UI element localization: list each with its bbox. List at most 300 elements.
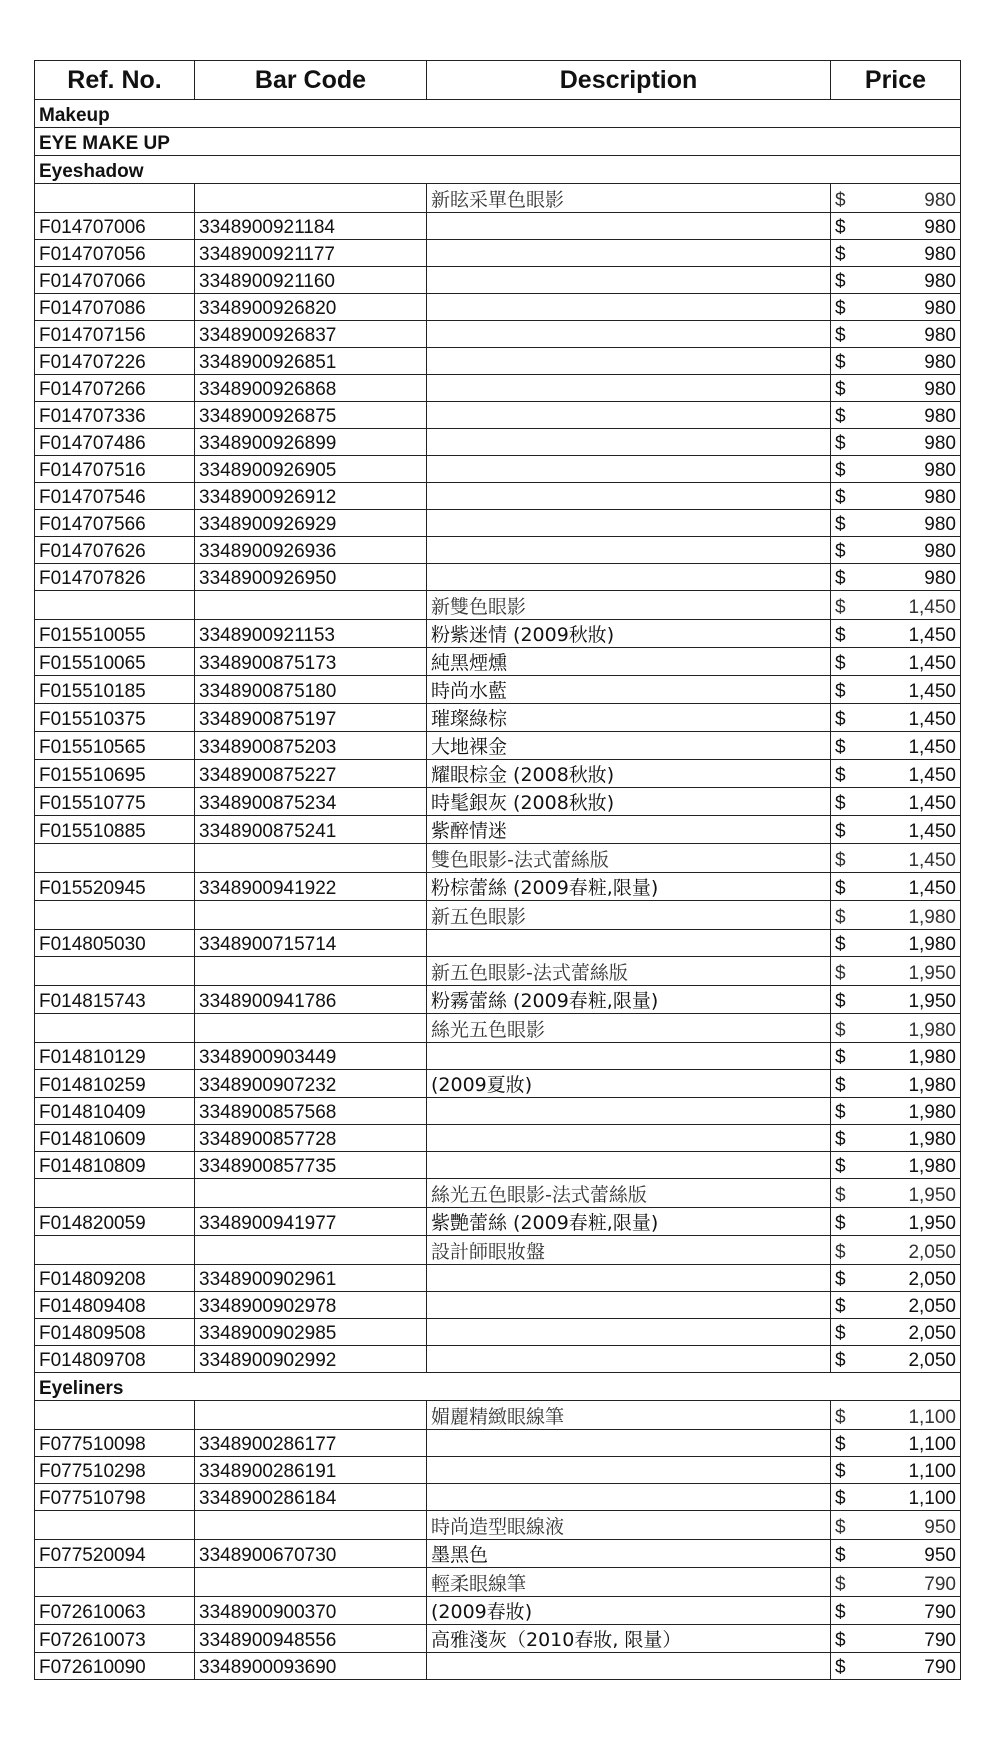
table-row (35, 1653, 961, 1680)
currency-symbol: $ (835, 653, 846, 674)
table-row (35, 267, 961, 294)
price-cell (831, 1568, 961, 1597)
description-cell (427, 294, 831, 321)
barcode-cell: 3348900875241 (195, 816, 427, 844)
price-amount: 980 (924, 487, 956, 508)
table-row (35, 213, 961, 240)
currency-symbol: $ (835, 1185, 846, 1206)
table-row (35, 375, 961, 402)
header-row (35, 61, 961, 100)
price-amount: 790 (924, 1602, 956, 1623)
description-cell (427, 1125, 831, 1152)
product-group-row (35, 957, 961, 986)
ref-cell (35, 1179, 195, 1208)
price-cell (831, 648, 961, 676)
barcode-cell: 3348900093690 (195, 1653, 427, 1680)
category-label: Eyeshadow (35, 156, 961, 184)
barcode-cell: 3348900921153 (195, 620, 427, 648)
table-row (35, 788, 961, 816)
table-row (35, 676, 961, 704)
barcode-cell: 3348900875234 (195, 788, 427, 816)
table-row (35, 1292, 961, 1319)
price-cell (831, 788, 961, 816)
table-row (35, 1265, 961, 1292)
price-cell (831, 844, 961, 873)
price-cell (831, 704, 961, 732)
table-row (35, 704, 961, 732)
barcode-cell: 3348900926912 (195, 483, 427, 510)
description-cell (427, 1346, 831, 1373)
currency-symbol: $ (835, 1269, 846, 1290)
barcode-cell: 3348900907232 (195, 1070, 427, 1098)
barcode-cell: 3348900903449 (195, 1043, 427, 1070)
price-amount: 1,450 (908, 681, 956, 702)
price-cell (831, 591, 961, 620)
price-cell (831, 760, 961, 788)
description-cell: 時尚水藍 (427, 676, 831, 704)
barcode-cell: 3348900926868 (195, 375, 427, 402)
ref-cell: F014707486 (35, 429, 195, 456)
barcode-cell: 3348900921177 (195, 240, 427, 267)
price-amount: 1,980 (908, 1156, 956, 1177)
price-cell (831, 816, 961, 844)
barcode-cell: 3348900921184 (195, 213, 427, 240)
category-label: EYE MAKE UP (35, 128, 961, 156)
description-cell: 新五色眼影 (427, 901, 831, 930)
price-cell (831, 1319, 961, 1346)
description-cell: 純黑煙燻 (427, 648, 831, 676)
barcode-cell: 3348900900370 (195, 1597, 427, 1625)
price-amount: 1,100 (908, 1434, 956, 1455)
ref-cell (35, 184, 195, 213)
category-row (35, 100, 961, 128)
currency-symbol: $ (835, 1323, 846, 1344)
product-group-row (35, 901, 961, 930)
price-cell (831, 294, 961, 321)
description-cell (427, 1319, 831, 1346)
price-amount: 980 (924, 190, 956, 211)
table-row (35, 986, 961, 1014)
table-row (35, 429, 961, 456)
barcode-cell: 3348900926851 (195, 348, 427, 375)
ref-cell (35, 1511, 195, 1540)
barcode-cell: 3348900941977 (195, 1208, 427, 1236)
currency-symbol: $ (835, 681, 846, 702)
price-amount: 980 (924, 514, 956, 535)
table-row (35, 732, 961, 760)
price-cell (831, 986, 961, 1014)
description-cell: (2009春妝) (427, 1597, 831, 1625)
price-cell (831, 429, 961, 456)
currency-symbol: $ (835, 433, 846, 454)
price-amount: 980 (924, 433, 956, 454)
price-list-table (34, 60, 961, 1680)
description-cell (427, 930, 831, 957)
barcode-cell (195, 591, 427, 620)
price-column-header: Price (831, 61, 961, 100)
ref-cell: F077520094 (35, 1540, 195, 1568)
table-row (35, 1043, 961, 1070)
price-cell (831, 1430, 961, 1457)
price-amount: 1,450 (908, 765, 956, 786)
description-cell: 絲光五色眼影 (427, 1014, 831, 1043)
table-row (35, 402, 961, 429)
product-group-row (35, 1568, 961, 1597)
price-cell (831, 537, 961, 564)
ref-cell: F015520945 (35, 873, 195, 901)
ref-cell: F015510065 (35, 648, 195, 676)
price-amount: 2,050 (908, 1323, 956, 1344)
barcode-cell (195, 1179, 427, 1208)
price-amount: 1,980 (908, 1129, 956, 1150)
barcode-cell: 3348900948556 (195, 1625, 427, 1653)
currency-symbol: $ (835, 793, 846, 814)
currency-symbol: $ (835, 1602, 846, 1623)
product-group-row (35, 844, 961, 873)
description-cell (427, 1430, 831, 1457)
description-column-header: Description (427, 61, 831, 100)
price-amount: 1,450 (908, 709, 956, 730)
table-row (35, 1430, 961, 1457)
barcode-cell: 3348900670730 (195, 1540, 427, 1568)
description-cell: 新眩采單色眼影 (427, 184, 831, 213)
ref-cell: F014707226 (35, 348, 195, 375)
price-cell (831, 1125, 961, 1152)
description-cell: 粉紫迷情 (2009秋妝) (427, 620, 831, 648)
table-row (35, 760, 961, 788)
price-amount: 980 (924, 406, 956, 427)
table-row (35, 1070, 961, 1098)
ref-cell: F014707336 (35, 402, 195, 429)
ref-cell: F077510798 (35, 1484, 195, 1511)
table-row (35, 1457, 961, 1484)
barcode-cell: 3348900857568 (195, 1098, 427, 1125)
description-cell (427, 375, 831, 402)
currency-symbol: $ (835, 1630, 846, 1651)
table-row (35, 348, 961, 375)
product-group-row (35, 1401, 961, 1430)
price-amount: 980 (924, 325, 956, 346)
description-cell: 墨黑色 (427, 1540, 831, 1568)
barcode-cell (195, 1568, 427, 1597)
barcode-cell (195, 901, 427, 930)
price-amount: 1,450 (908, 793, 956, 814)
description-cell (427, 1265, 831, 1292)
currency-symbol: $ (835, 1129, 846, 1150)
ref-cell: F072610063 (35, 1597, 195, 1625)
table-row (35, 1319, 961, 1346)
price-cell (831, 1043, 961, 1070)
ref-cell (35, 1401, 195, 1430)
ref-cell: F014809708 (35, 1346, 195, 1373)
ref-cell: F014810409 (35, 1098, 195, 1125)
description-cell (427, 510, 831, 537)
barcode-cell (195, 957, 427, 986)
ref-cell: F015510565 (35, 732, 195, 760)
table-row (35, 1625, 961, 1653)
description-cell: 新雙色眼影 (427, 591, 831, 620)
description-cell (427, 564, 831, 591)
barcode-cell: 3348900926905 (195, 456, 427, 483)
description-cell: 絲光五色眼影-法式蕾絲版 (427, 1179, 831, 1208)
ref-cell: F014707266 (35, 375, 195, 402)
description-cell: 新五色眼影-法式蕾絲版 (427, 957, 831, 986)
price-cell (831, 1484, 961, 1511)
currency-symbol: $ (835, 1407, 846, 1428)
description-cell: 耀眼棕金 (2008秋妝) (427, 760, 831, 788)
bar-code-column-header: Bar Code (195, 61, 427, 100)
barcode-cell: 3348900902985 (195, 1319, 427, 1346)
description-cell (427, 429, 831, 456)
description-cell (427, 1653, 831, 1680)
currency-symbol: $ (835, 541, 846, 562)
description-cell: 雙色眼影-法式蕾絲版 (427, 844, 831, 873)
price-cell (831, 1014, 961, 1043)
ref-no-column-header: Ref. No. (35, 61, 195, 100)
price-cell (831, 1265, 961, 1292)
ref-cell: F014810259 (35, 1070, 195, 1098)
table-row (35, 648, 961, 676)
ref-cell: F077510098 (35, 1430, 195, 1457)
table-body (35, 100, 961, 1680)
price-amount: 980 (924, 244, 956, 265)
price-cell (831, 873, 961, 901)
price-amount: 980 (924, 541, 956, 562)
product-group-row (35, 1014, 961, 1043)
ref-cell: F015510185 (35, 676, 195, 704)
price-cell (831, 901, 961, 930)
barcode-cell: 3348900926820 (195, 294, 427, 321)
price-cell (831, 1597, 961, 1625)
table-row (35, 510, 961, 537)
table-row (35, 1346, 961, 1373)
price-amount: 950 (924, 1517, 956, 1538)
ref-cell: F072610073 (35, 1625, 195, 1653)
product-group-row (35, 1511, 961, 1540)
ref-cell: F015510775 (35, 788, 195, 816)
price-amount: 980 (924, 298, 956, 319)
barcode-cell: 3348900286191 (195, 1457, 427, 1484)
currency-symbol: $ (835, 934, 846, 955)
currency-symbol: $ (835, 244, 846, 265)
description-cell (427, 537, 831, 564)
ref-cell: F014810609 (35, 1125, 195, 1152)
price-cell (831, 456, 961, 483)
price-amount: 980 (924, 271, 956, 292)
table-row (35, 1125, 961, 1152)
currency-symbol: $ (835, 352, 846, 373)
currency-symbol: $ (835, 737, 846, 758)
table-row (35, 321, 961, 348)
barcode-cell: 3348900715714 (195, 930, 427, 957)
price-cell (831, 1208, 961, 1236)
description-cell: 設計師眼妝盤 (427, 1236, 831, 1265)
currency-symbol: $ (835, 568, 846, 589)
price-amount: 2,050 (908, 1269, 956, 1290)
price-cell (831, 1292, 961, 1319)
price-amount: 790 (924, 1657, 956, 1678)
currency-symbol: $ (835, 1020, 846, 1041)
description-cell (427, 1457, 831, 1484)
currency-symbol: $ (835, 1213, 846, 1234)
barcode-cell: 3348900926936 (195, 537, 427, 564)
ref-cell: F077510298 (35, 1457, 195, 1484)
currency-symbol: $ (835, 1047, 846, 1068)
table-row (35, 1597, 961, 1625)
price-amount: 1,980 (908, 1075, 956, 1096)
table-header (35, 61, 961, 100)
ref-cell: F014707156 (35, 321, 195, 348)
barcode-cell: 3348900286184 (195, 1484, 427, 1511)
price-amount: 1,450 (908, 878, 956, 899)
price-amount: 1,950 (908, 1213, 956, 1234)
ref-cell: F014707826 (35, 564, 195, 591)
currency-symbol: $ (835, 1461, 846, 1482)
currency-symbol: $ (835, 1075, 846, 1096)
price-cell (831, 348, 961, 375)
category-row (35, 156, 961, 184)
ref-cell: F014820059 (35, 1208, 195, 1236)
table-row (35, 816, 961, 844)
price-cell (831, 184, 961, 213)
price-amount: 1,100 (908, 1488, 956, 1509)
barcode-cell (195, 1511, 427, 1540)
barcode-cell: 3348900902961 (195, 1265, 427, 1292)
description-cell: 紫醉情迷 (427, 816, 831, 844)
price-amount: 1,100 (908, 1407, 956, 1428)
description-cell: (2009夏妝) (427, 1070, 831, 1098)
table-row (35, 294, 961, 321)
barcode-cell: 3348900875203 (195, 732, 427, 760)
table-row (35, 1208, 961, 1236)
barcode-cell: 3348900941786 (195, 986, 427, 1014)
ref-cell: F014810129 (35, 1043, 195, 1070)
currency-symbol: $ (835, 1102, 846, 1123)
price-cell (831, 1457, 961, 1484)
table-row (35, 1152, 961, 1179)
price-cell (831, 676, 961, 704)
currency-symbol: $ (835, 298, 846, 319)
ref-cell (35, 1568, 195, 1597)
table-row (35, 1484, 961, 1511)
price-amount: 980 (924, 568, 956, 589)
price-cell (831, 483, 961, 510)
price-amount: 1,450 (908, 597, 956, 618)
price-amount: 1,950 (908, 963, 956, 984)
ref-cell: F014707006 (35, 213, 195, 240)
currency-symbol: $ (835, 625, 846, 646)
currency-symbol: $ (835, 406, 846, 427)
description-cell: 紫艷蕾絲 (2009春粧,限量) (427, 1208, 831, 1236)
price-amount: 2,050 (908, 1242, 956, 1263)
product-group-row (35, 1236, 961, 1265)
currency-symbol: $ (835, 709, 846, 730)
price-amount: 1,450 (908, 737, 956, 758)
ref-cell (35, 1236, 195, 1265)
currency-symbol: $ (835, 514, 846, 535)
price-cell (831, 1346, 961, 1373)
currency-symbol: $ (835, 1574, 846, 1595)
barcode-cell: 3348900875197 (195, 704, 427, 732)
ref-cell: F015510695 (35, 760, 195, 788)
price-amount: 1,980 (908, 1102, 956, 1123)
ref-cell: F072610090 (35, 1653, 195, 1680)
price-cell (831, 564, 961, 591)
currency-symbol: $ (835, 271, 846, 292)
ref-cell: F014815743 (35, 986, 195, 1014)
description-cell: 大地裸金 (427, 732, 831, 760)
ref-cell: F014810809 (35, 1152, 195, 1179)
price-cell (831, 620, 961, 648)
ref-cell: F014805030 (35, 930, 195, 957)
price-cell (831, 213, 961, 240)
price-cell (831, 1540, 961, 1568)
price-amount: 1,450 (908, 821, 956, 842)
description-cell (427, 483, 831, 510)
ref-cell (35, 844, 195, 873)
description-cell: 時髦銀灰 (2008秋妝) (427, 788, 831, 816)
product-group-row (35, 184, 961, 213)
price-amount: 790 (924, 1574, 956, 1595)
currency-symbol: $ (835, 1296, 846, 1317)
description-cell (427, 402, 831, 429)
table-row (35, 930, 961, 957)
ref-cell: F014707546 (35, 483, 195, 510)
price-cell (831, 1152, 961, 1179)
currency-symbol: $ (835, 1242, 846, 1263)
price-cell (831, 1236, 961, 1265)
barcode-cell: 3348900926837 (195, 321, 427, 348)
barcode-cell: 3348900921160 (195, 267, 427, 294)
ref-cell (35, 1014, 195, 1043)
barcode-cell: 3348900902992 (195, 1346, 427, 1373)
description-cell: 粉霧蕾絲 (2009春粧,限量) (427, 986, 831, 1014)
product-group-row (35, 1179, 961, 1208)
price-amount: 980 (924, 352, 956, 373)
description-cell: 高雅淺灰（2010春妝, 限量） (427, 1625, 831, 1653)
price-amount: 980 (924, 460, 956, 481)
ref-cell: F014809508 (35, 1319, 195, 1346)
ref-cell: F014809208 (35, 1265, 195, 1292)
description-cell: 輕柔眼線筆 (427, 1568, 831, 1597)
price-cell (831, 1098, 961, 1125)
price-cell (831, 1653, 961, 1680)
table-row (35, 456, 961, 483)
price-amount: 1,980 (908, 1047, 956, 1068)
description-cell (427, 456, 831, 483)
description-cell (427, 348, 831, 375)
currency-symbol: $ (835, 991, 846, 1012)
ref-cell (35, 957, 195, 986)
price-amount: 1,100 (908, 1461, 956, 1482)
price-cell (831, 1625, 961, 1653)
table-row (35, 1540, 961, 1568)
price-cell (831, 321, 961, 348)
table-row (35, 240, 961, 267)
description-cell (427, 240, 831, 267)
currency-symbol: $ (835, 878, 846, 899)
ref-cell: F015510885 (35, 816, 195, 844)
description-cell (427, 1484, 831, 1511)
description-cell: 時尚造型眼線液 (427, 1511, 831, 1540)
currency-symbol: $ (835, 850, 846, 871)
description-cell (427, 213, 831, 240)
table-row (35, 564, 961, 591)
barcode-cell (195, 1401, 427, 1430)
table-row (35, 873, 961, 901)
barcode-cell: 3348900286177 (195, 1430, 427, 1457)
category-label: Eyeliners (35, 1373, 961, 1401)
